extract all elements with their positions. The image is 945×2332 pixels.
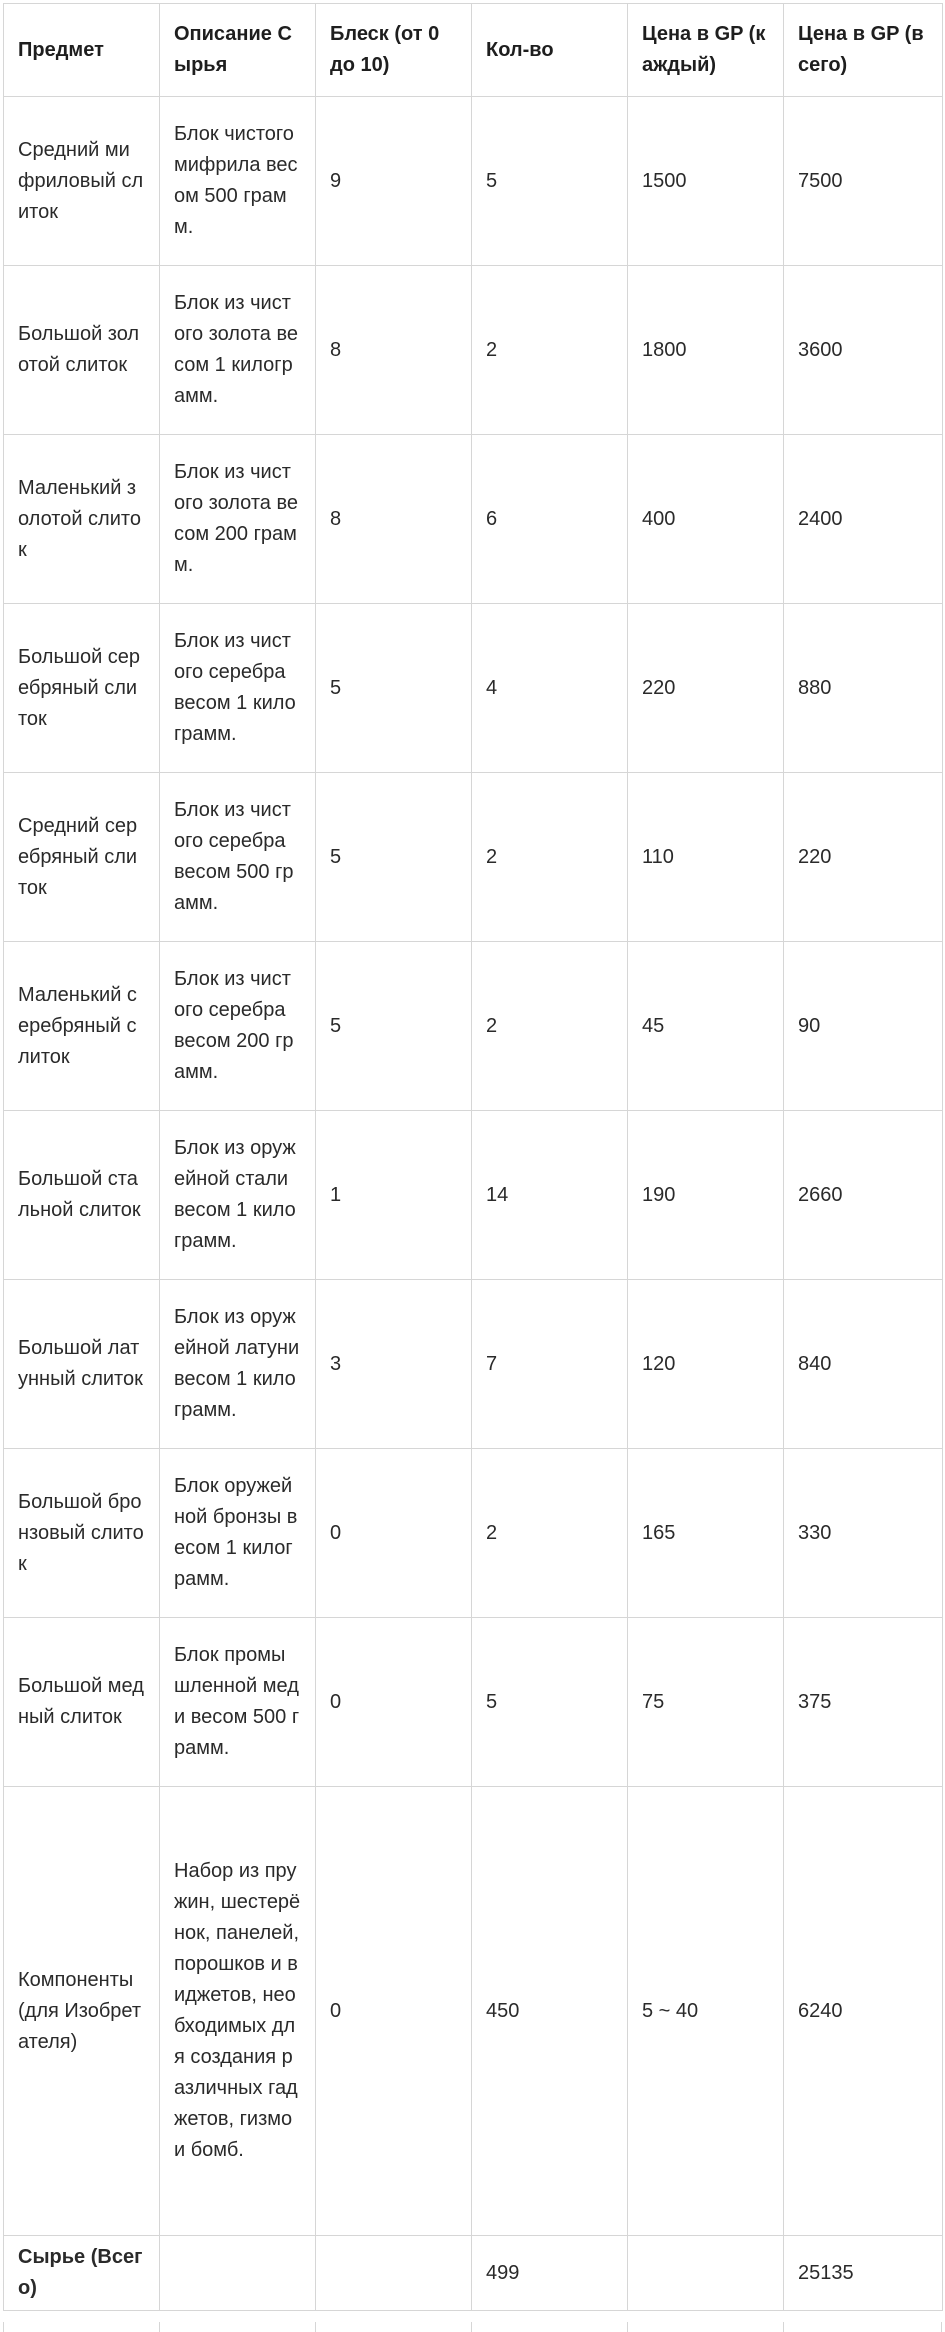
header-price-each: Цена в GP (каждый) [628,4,784,97]
continuation-divider [471,2322,627,2332]
table-row [4,773,943,942]
table-row [4,1618,943,1787]
cell-price-total: 2400 [784,435,943,604]
cell-quantity: 2 [472,266,628,435]
total-label: Сырье (Всего) [4,2236,160,2311]
cell-item: Маленький серебряный слиток [4,942,160,1111]
cell-item: Большой стальной слиток [4,1111,160,1280]
cell-price-total: 7500 [784,97,943,266]
continuation-divider [3,2322,159,2332]
cell-description: Блок из оружейной латуни весом 1 килограмм. [160,1280,316,1449]
table-row [4,604,943,773]
cell-price-each: 220 [628,604,784,773]
cell-price-each: 400 [628,435,784,604]
table-row [4,435,943,604]
cell-description: Блок из чистого золота весом 1 килограмм. [160,266,316,435]
cell-description: Блок из чистого золота весом 200 грамм. [160,435,316,604]
total-description [160,2236,316,2311]
cell-price-each: 165 [628,1449,784,1618]
cell-description: Блок из чистого серебра весом 1 килограмм. [160,604,316,773]
cell-item: Большой медный слиток [4,1618,160,1787]
cell-quantity: 5 [472,97,628,266]
continuation-divider [783,2322,942,2332]
cell-price-each: 110 [628,773,784,942]
cell-description: Блок промышленной меди весом 500 грамм. [160,1618,316,1787]
total-shine [316,2236,472,2311]
cell-price-each: 5 ~ 40 [628,1787,784,2236]
header-description: Описание Сырья [160,4,316,97]
header-price-total: Цена в GP (всего) [784,4,943,97]
table-row [4,1787,943,2236]
table-row [4,1280,943,1449]
cell-price-total: 3600 [784,266,943,435]
continuation-divider [315,2322,471,2332]
cell-price-each: 45 [628,942,784,1111]
cell-shine: 9 [316,97,472,266]
cell-quantity: 2 [472,942,628,1111]
cell-price-each: 75 [628,1618,784,1787]
header-shine: Блеск (от 0 до 10) [316,4,472,97]
cell-description: Блок из чистого серебра весом 500 грамм. [160,773,316,942]
cell-shine: 1 [316,1111,472,1280]
cell-description: Блок из чистого серебра весом 200 грамм. [160,942,316,1111]
cell-shine: 8 [316,435,472,604]
cell-description: Блок оружейной бронзы весом 1 килограмм. [160,1449,316,1618]
cell-price-each: 1500 [628,97,784,266]
cell-price-total: 6240 [784,1787,943,2236]
cell-item: Большой серебряный слиток [4,604,160,773]
cell-shine: 0 [316,1787,472,2236]
total-price-total: 25135 [784,2236,943,2311]
cell-description: Блок из оружейной стали весом 1 килограмм. [160,1111,316,1280]
cell-quantity: 2 [472,773,628,942]
cell-shine: 5 [316,773,472,942]
cell-price-total: 375 [784,1618,943,1787]
cell-shine: 5 [316,942,472,1111]
cell-shine: 5 [316,604,472,773]
cell-quantity: 5 [472,1618,628,1787]
continuation-divider [159,2322,315,2332]
cell-price-total: 880 [784,604,943,773]
continuation-divider [627,2322,783,2332]
cell-quantity: 7 [472,1280,628,1449]
cell-quantity: 450 [472,1787,628,2236]
table-row [4,942,943,1111]
cell-description: Блок чистого мифрила весом 500 грамм. [160,97,316,266]
cell-shine: 0 [316,1618,472,1787]
cell-price-each: 1800 [628,266,784,435]
table-continuation [3,2322,942,2332]
cell-price-each: 190 [628,1111,784,1280]
total-row [4,2236,943,2311]
cell-price-each: 120 [628,1280,784,1449]
cell-shine: 8 [316,266,472,435]
cell-quantity: 6 [472,435,628,604]
header-item: Предмет [4,4,160,97]
cell-quantity: 2 [472,1449,628,1618]
cell-price-total: 90 [784,942,943,1111]
cell-item: Компоненты (для Изобретателя) [4,1787,160,2236]
cell-price-total: 220 [784,773,943,942]
table-row [4,1111,943,1280]
table-row [4,1449,943,1618]
cell-quantity: 14 [472,1111,628,1280]
cell-item: Большой латунный слиток [4,1280,160,1449]
table-row [4,266,943,435]
total-price-each [628,2236,784,2311]
cell-price-total: 330 [784,1449,943,1618]
total-quantity: 499 [472,2236,628,2311]
cell-item: Средний мифриловый слиток [4,97,160,266]
cell-item: Средний серебряный слиток [4,773,160,942]
cell-shine: 0 [316,1449,472,1618]
cell-item: Большой золотой слиток [4,266,160,435]
cell-price-total: 2660 [784,1111,943,1280]
table-row [4,97,943,266]
cell-price-total: 840 [784,1280,943,1449]
header-row [4,4,943,97]
cell-description: Набор из пружин, шестерёнок, панелей, порошков и виджетов, необходимых для создания различных гаджетов, гизмо и бомб. [160,1787,316,2236]
cell-quantity: 4 [472,604,628,773]
cell-item: Большой бронзовый слиток [4,1449,160,1618]
cell-item: Маленький золотой слиток [4,435,160,604]
cell-shine: 3 [316,1280,472,1449]
materials-table [3,3,943,2311]
header-quantity: Кол-во [472,4,628,97]
